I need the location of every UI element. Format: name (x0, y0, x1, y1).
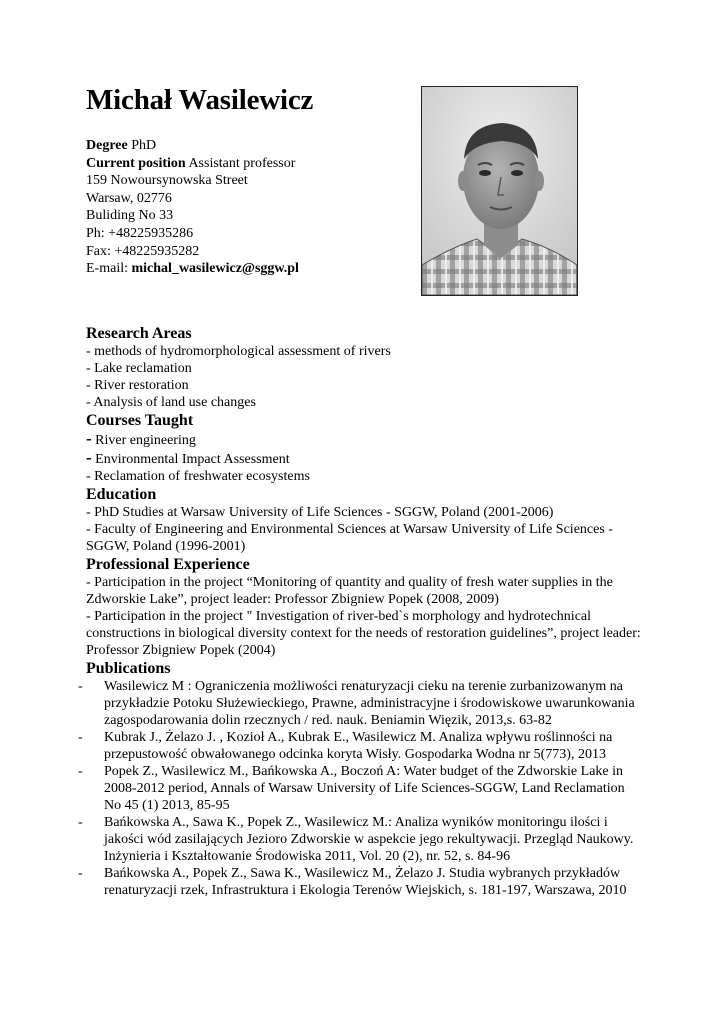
degree-line (86, 137, 406, 155)
list-bullet: - (78, 679, 83, 694)
publication-item (78, 814, 642, 865)
publication-item (78, 729, 642, 763)
course-text: Environmental Impact Assessment (91, 452, 290, 467)
experience-item: - Participation in the project " Investigation of river-bed`s morphology and hydrotechnical constructions in biological diversity context for the needs of restoration guidelines”, project leader: Professor Zbigniew Popek (2004) (86, 609, 641, 658)
publication-list (78, 678, 642, 899)
experience-section (86, 555, 642, 659)
research-item: - River restoration (86, 378, 189, 393)
courses-section (86, 411, 642, 485)
publication-text: Bańkowska A., Popek Z., Sawa K., Wasilewicz M., Żelazo J. Studia wybranych przykładów renaturyzacji rzek, Infrastruktura i Ekologia Terenów Wiejskich, s. 181-197, Warszawa, 2010 (104, 866, 627, 898)
course-dash: - (86, 448, 92, 467)
education-item: - PhD Studies at Warsaw University of Life Sciences - SGGW, Poland (2001-2006) (86, 505, 554, 520)
publication-text: Popek Z., Wasilewicz M., Bańkowska A., Boczoń A: Water budget of the Zdworskie Lake in 2008-2012 period, Annals of Warsaw University of Life Sciences-SGGW, Land Reclamation No 45 (1) 2013, 85-95 (104, 764, 625, 813)
list-bullet: - (78, 730, 83, 745)
contact-block (86, 137, 406, 278)
course-text: River engineering (91, 433, 196, 448)
publication-item (78, 865, 642, 899)
list-bullet: - (78, 815, 83, 830)
position-value: Assistant professor (188, 155, 296, 171)
section-title-research: Research Areas (86, 325, 192, 342)
person-name: Michał Wasilewicz (86, 84, 314, 116)
publication-text: Kubrak J., Żelazo J. , Kozioł A., Kubrak E., Wasilewicz M. Analiza wpływu roślinności na przepustowość obwałowanego odcinka koryta Wisły. Gospodarka Wodna nr 5(773), 2013 (104, 730, 613, 762)
research-section (86, 324, 642, 411)
research-item: - Lake reclamation (86, 361, 192, 376)
research-item: - methods of hydromorphological assessment of rivers (86, 344, 391, 359)
course-item (86, 449, 642, 468)
publication-text: Bańkowska A., Sawa K., Popek Z., Wasilewicz M.: Analiza wyników monitoringu ilości i jakości wód zasilających Jezioro Zdworskie w aspekcie jego rekultywacji. Przegląd Naukowy. Inżynieria i Kształtowanie Środowiska 2011, Vol. 20 (2), nr. 52, s. 84-96 (104, 815, 634, 864)
position-label: Current position (86, 155, 186, 171)
address-line: Buliding No 33 (86, 208, 174, 224)
course-dash: - (86, 429, 92, 448)
section-title-education: Education (86, 486, 157, 503)
position-line (86, 155, 406, 173)
degree-value: PhD (131, 138, 157, 153)
degree-label: Degree (86, 138, 128, 153)
section-title-courses: Courses Taught (86, 412, 194, 429)
publication-item (78, 763, 642, 814)
fax-line: Fax: +48225935282 (86, 243, 200, 259)
course-text: - Reclamation of freshwater ecosystems (86, 469, 310, 484)
address-line: Warsaw, 02776 (86, 190, 172, 206)
publication-text: Wasilewicz M : Ograniczenia możliwości renaturyzacji cieku na terenie zurbanizowanym na przykładzie Potoku Służewieckiego, Prawne, administracyjne i środowiskowe uwarunkowania zagospodarowania dolin rzecznych / red. nauk. Beniamin Więzik, 2013,s. 63-82 (104, 679, 635, 728)
list-bullet: - (78, 764, 83, 779)
cv-body (78, 324, 642, 899)
list-bullet: - (78, 866, 83, 881)
section-title-experience: Professional Experience (86, 556, 250, 573)
course-item (86, 468, 642, 485)
education-item: - Faculty of Engineering and Environmental Sciences at Warsaw University of Life Sciences - SGGW, Poland (1996-2001) (86, 522, 613, 554)
education-section (86, 485, 642, 555)
phone-line: Ph: +48225935286 (86, 225, 194, 241)
section-title-publications: Publications (86, 660, 171, 677)
address-line: 159 Nowoursynowska Street (86, 173, 248, 189)
publication-item (78, 678, 642, 729)
portrait-photo (421, 86, 578, 296)
email-link[interactable]: michal_wasilewicz@sggw.pl (131, 261, 299, 277)
publications-section (78, 659, 642, 899)
course-item (86, 430, 642, 449)
research-item: - Analysis of land use changes (86, 395, 256, 410)
email-label: E-mail: (86, 261, 128, 277)
experience-item: - Participation in the project “Monitoring of quantity and quality of fresh water supplies in the Zdworskie Lake”, project leader: Professor Zbigniew Popek (2008, 2009) (86, 575, 613, 607)
email-line (86, 260, 406, 278)
